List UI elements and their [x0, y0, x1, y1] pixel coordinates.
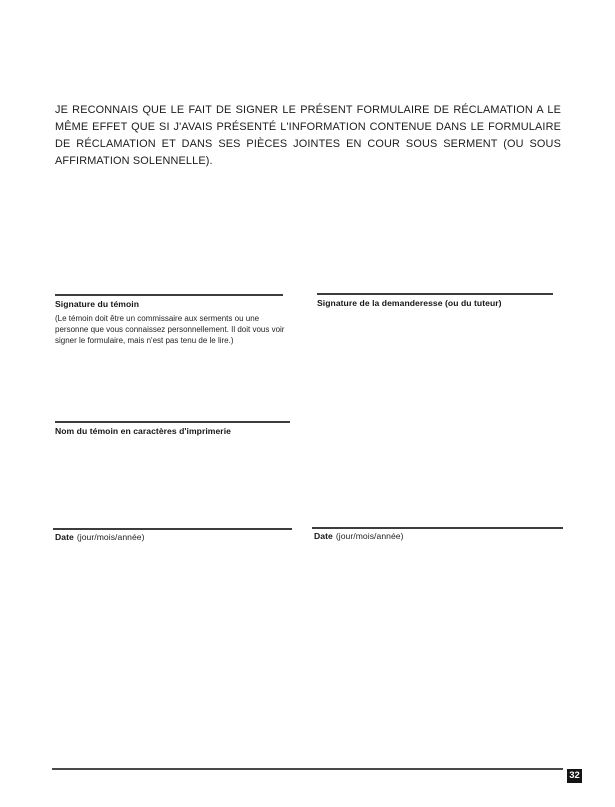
claimant-signature-label: Signature de la demanderesse (ou du tuteur) — [317, 298, 502, 308]
oath-statement-line: AFFIRMATION SOLENNELLE). — [55, 155, 213, 167]
witness-signature-label: Signature du témoin — [55, 299, 140, 309]
footer-rule — [52, 768, 563, 770]
witness-signature-line[interactable] — [55, 294, 283, 296]
oath-statement-line: DE RÉCLAMATION ET DANS SES PIÈCES JOINTES EN COUR SOUS SERMENT (OU SOUS — [55, 138, 561, 150]
witness-name-line[interactable] — [55, 421, 290, 423]
witness-name-label: Nom du témoin en caractères d'imprimerie — [55, 426, 231, 436]
date-right-format-hint: (jour/mois/année) — [335, 531, 404, 541]
witness-note — [55, 314, 315, 346]
date-left-label — [55, 532, 145, 542]
oath-statement — [55, 102, 561, 170]
oath-statement-line: MÊME EFFET QUE SI J'AVAIS PRÉSENTÉ L'INFORMATION CONTENUE DANS LE FORMULAIRE — [55, 121, 561, 133]
oath-statement-line: JE RECONNAIS QUE LE FAIT DE SIGNER LE PRÉSENT FORMULAIRE DE RÉCLAMATION A LE — [55, 104, 561, 116]
claimant-signature-line[interactable] — [317, 293, 553, 295]
date-right-label-word: Date — [314, 531, 333, 541]
witness-note-line: (Le témoin doit être un commissaire aux serments ou une — [55, 314, 260, 323]
date-right-label — [314, 531, 404, 541]
date-left-format-hint: (jour/mois/année) — [76, 532, 145, 542]
date-left-line[interactable] — [53, 528, 292, 530]
date-right-line[interactable] — [312, 527, 563, 529]
date-left-label-word: Date — [55, 532, 74, 542]
page-number-badge: 32 — [567, 769, 582, 783]
witness-note-line: signer le formulaire, mais n'est pas tenu de le lire.) — [55, 335, 234, 345]
witness-note-line: personne que vous connaissez personnellement. Il doit vous voir — [55, 324, 285, 334]
